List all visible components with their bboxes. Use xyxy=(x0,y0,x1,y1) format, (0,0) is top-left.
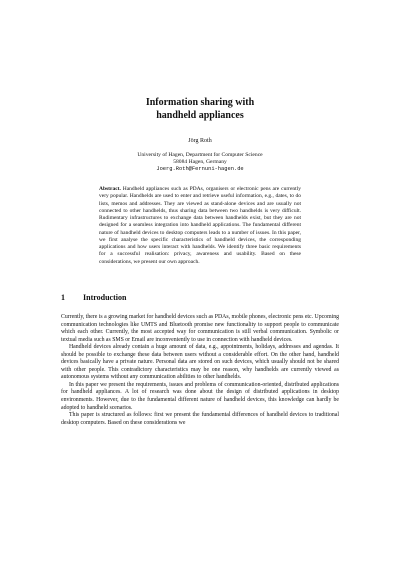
affiliation-line-1: University of Hagen, Department for Computer Science xyxy=(137,152,263,158)
affiliation-line-2: 58084 Hagen, Germany xyxy=(173,159,227,165)
paragraph: Handheld devices already contain a huge amount of data, e.g., appointments, holidays, addresses and agendas. It should be possible to exchange these data between users without a considerable effort. On the other hand, handheld devices basically have a private nature. Personal data are stored on such devices, which usually should not be shared with other people. This contradictory characteristics may be one reason, why handhelds are currently viewed as autonomous systems without any communication abilities to other handhelds. xyxy=(61,344,339,381)
paragraph: In this paper we present the requirements, issues and problems of communication-oriented, distributed applications for handheld appliances. A lot of research was done about the design of distributed applications in desktop environments. However, due to the fundamental different nature of handheld devices, this knowledge can hardly be adopted to handheld scenarios. xyxy=(61,381,339,411)
author-email: Joerg.Roth@Fernuni-hagen.de xyxy=(156,166,244,172)
section-number: 1 xyxy=(61,293,65,302)
title-line-2: handheld appliances xyxy=(156,110,244,121)
affiliation xyxy=(0,152,400,173)
abstract-label: Abstract. xyxy=(99,186,121,192)
abstract xyxy=(99,186,301,266)
abstract-text: Handheld appliances such as PDAs, organisers or electronic pens are currently very popular. Handhelds are used to enter and retrieve useful information, e.g., dates, to do lists, memos and addresses. They are viewed as stand-alone devices and are usually not connected to other handhelds, thus sharing data between two handhelds is very difficult. Rudimentary infrastructures to exchange data between handhelds exist, but they are not designed for a seamless integration into handheld applications. The fundamental different nature of handheld devices to desktop computers leads to a number of issues. In this paper, we first analyse the specific characteristics of handheld devices, the corresponding applications and how users interact with handhelds. We identify three basic requirements for a successful realisation: privacy, awareness and usability. Based on these considerations, we present our own approach. xyxy=(99,186,301,265)
section-title: Introduction xyxy=(83,293,127,302)
paper-title xyxy=(0,96,400,122)
introduction-body xyxy=(61,314,339,427)
title-line-1: Information sharing with xyxy=(145,97,255,108)
paragraph: This paper is structured as follows: first we present the fundamental differences of handheld devices to traditional desktop computers. Based on these considerations we xyxy=(61,412,339,426)
author-name: Jörg Roth xyxy=(188,138,212,144)
section-heading xyxy=(61,293,126,303)
paragraph: Currently, there is a growing market for handheld devices such as PDAs, mobile phones, electronic pens etc. Upcoming communication technologies like UMTS and Bluetooth promise new functionality to support people to communicate which each other. Currently, the most accepted way for communication is still verbal communication. Symbolic or textual media such as SMS or Email are inconveniently to use in connection with handheld devices. xyxy=(61,314,339,343)
